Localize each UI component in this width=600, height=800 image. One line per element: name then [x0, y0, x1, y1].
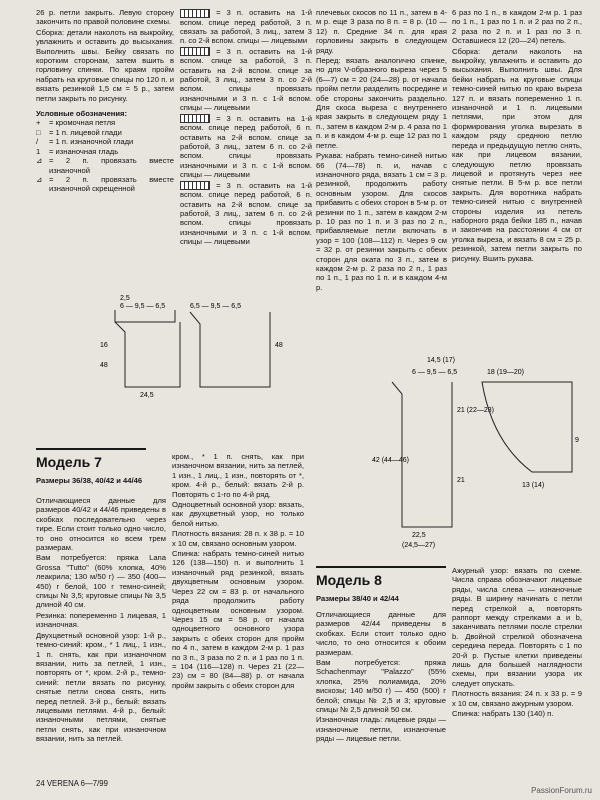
paragraph: плечевых скосов по 11 п., затем в 4-м р. еще 3 раза по 8 п. = 8 р. (10 — 12) п. Средние 34 п. для края горловины закрыть в следующем ряду. [316, 8, 447, 55]
cable-legend: = 3 п. оставить на 1-й вспом. спице перед работой, 6 п. оставить на 2-й вспом. спице за работой, 3 лиц., затем 6 п. со 2-й вспом. спицы провязать изнаночными и 3 п. с 1-й вспом. спицы — лицевыми [180, 180, 312, 247]
diagram-label: 22,5 [412, 532, 426, 539]
legend-symbol: ⊿ [36, 156, 43, 166]
paragraph: Ажурный узор: вязать по схеме. Числа справа обозначают лицевые ряды, числа слева — изнаночные ряды. В ширину начинать с петли перед стрелкой a, повторять раппорт между стрелками a и b, заканчивать петлями после стрелки b. Двойной стрелкой обозначена середина переда. Повторять с 1 по 20-й р. Пустые клетки приведены лишь для большей наглядности схемы, при вязании узора их следует опускать. [452, 566, 582, 688]
paragraph: Резинка: попеременно 1 лицевая, 1 изнаночная. [36, 610, 166, 630]
cable-symbol-icon [180, 9, 210, 18]
legend-symbol: ⊿ [36, 174, 43, 184]
paragraph: Вам потребуется: пряжа Lana Grossa "Tutto" (60% хлопка, 40% лeaкрила; 130 м/50 г) — 350 (400—450) г белой, 100 г темно-синей; спицы № 3,5; круговые спицы № 3,5 длиной 40 см. [36, 553, 166, 610]
pattern-diagram-2 [372, 352, 592, 552]
legend-item [36, 156, 174, 175]
diagram-label: 21 [457, 477, 465, 484]
legend-text: = 2 п. провязать вместе изнаночной скрещенной [49, 174, 174, 194]
heading-rule [36, 448, 146, 450]
cable-symbol-icon [180, 181, 210, 190]
legend-text: = кромочная петля [49, 118, 116, 128]
diagram-label: 21 (22—23) [457, 407, 494, 414]
legend-symbol: + [36, 118, 41, 128]
paragraph: Рукава: набрать темно-синей нитью 66 (74—78) п. и, начав с изнаночного ряда, вязать 1 см = 3 р. резинкой, продолжить работу основным узором. Для скосов прибавить с обеих сторон в 5-м р. от резинки по 1 п., затем в каждом 2-м р. 10 раз по 1 п. и 3 раз по 2 п., прибавляемые петли включать в узор = 100 (108—112) п. Через 9 см = 32 р. от резинки закрыть с обеих сторон для оката по 3 п., затем в каждом 2-м р. 2 раза по 2 п., 1 раз по 1 п., 1 раз по 1 п. и в каждом 4-м р. [316, 151, 447, 292]
diagram-label: 6 — 9,5 — 6,5 [412, 369, 458, 376]
legend-item [36, 128, 174, 137]
paragraph: Спинка: набрать темно-синей нитью 126 (138—150) п. и выполнить 1 изнаночный ряд резинкой, вязать двухцветным основным узором. Через 22 см = 83 р. от начального ряда продолжить работу одноцветным основным узором. Через 15 см = 58 р. от начала одноцветного основного узора закрыть с обеих сторон для пройм по 4 п., затем в каждом 2-м р. 1 раз по 3 п., 3 раза по 2 п. и 1 раз по 1 п. = 104 (116—128) п. Через 21 (22—23) см = 80 (84—88) р. от начала пройм закрыть с обеих сторон для [172, 549, 304, 690]
paragraph: Вам потребуется: пряжа Schachenmayr "Palazzo" (55% хлопка, 25% полиамида, 20% вискозы; 140 м/50 г) — 450 (500) г белой; спицы № 2,5 и 3; круговые спицы № 2,5 длиной 50 см. [316, 658, 446, 715]
paragraph: Одноцветный основной узор: вязать, как двухцветный узор, но только белой нитью. [172, 500, 304, 528]
model-7-title: Модель 7 [36, 454, 102, 470]
cable-symbol-icon [180, 47, 210, 56]
paragraph: Двухцветный основной узор: 1-й р., темно-синий: кром., * 1 лиц., 1 изн., 1 п. снять, как при изнаночном вязании, нить за петлей, 1 изн., повторять от *, кром. 2-й р., темно-синий: петли вязать по рисунку, снятые петли снова снять, нить перед петлей. 3-й р., белый: вязать лицевыми петлями. 4-й р., белый: изнаночными петлями, снятые петли снять, как при изнаночном вязании, нить за петлей. [36, 630, 166, 744]
legend-item [36, 175, 174, 194]
paragraph: Сборка: детали наколоть на выкройку, увлажнить и оставить до высыхания. Выполнить швы. Бейку связать по коротким сторонам, затем вшить в горловину спинки. По краям пройм набрать на круговые спицы по 120 п. и вязать резинкой 1,5 см = 5 р., затем петли закрыть по рисунку. [36, 27, 174, 103]
diagram-label: 13 (14) [522, 482, 545, 489]
legend-symbol: 1 [36, 146, 41, 156]
diagram-label: (24,5—27) [402, 542, 436, 549]
diagram-label: 16 [100, 342, 108, 349]
paragraph: Изнаночная гладь: лицевые ряды — изнаночные петли, изнаночные ряды — лицевые петли. [316, 715, 446, 744]
model-8-title: Модель 8 [316, 572, 382, 588]
diagram-label: 6 — 9,5 — 6,5 [120, 303, 166, 310]
legend-text: = 1 п. изнаночной глади [49, 137, 134, 147]
column-3-top [316, 8, 447, 293]
diagram-label: 24,5 [140, 392, 154, 399]
column-1-top [36, 8, 174, 194]
model-7-sizes: Размеры 36/38, 40/42 и 44/46 [36, 476, 143, 485]
legend-text: = 2 п. провязать вместе изнаночной [49, 156, 174, 175]
legend-item [36, 137, 174, 146]
paragraph: Отличающиеся данные для размеров 40/42 и 44/46 приведены в скобках последовательно через тире. Если стоит только одно число, то оно относится ко всем трем размерам. [36, 496, 166, 553]
legend-list [36, 118, 174, 193]
diagram-label: 2,5 [120, 295, 130, 302]
paragraph: 26 р. петли закрыть. Левую сторону закончить по правой половине схемы. [36, 8, 174, 27]
pattern-diagram-1 [80, 292, 290, 399]
paragraph: Спинка: набрать 130 (140) п. [452, 709, 554, 719]
paragraph: Сборка: детали наколоть на выкройку, увлажнить и оставить до высыхания. Выполнить швы. Для бейки набрать на круговые спицы темно-синей нитью по краю выреза 127 п. и вязать попеременно 1 п. изнаночной и 1 п. лицевыми петлями, при этом для формирования уголка вырезать в каждом ряду среднюю петлю переда и предыдущую петлю снять, как при лицевом вязании, следующую петлю провязать лицевой и протянуть через нее снятые петли. В 5-м р. все петли закрыть. Для воротника набрать темно-синей нитью с внутренней стороны изделия из петель наборного ряда бейки 185 п., начав и закончив на расстоянии 4 см от уголка выреза, и вязать 8 см = 25 р. резинкой, затем петли закрыть по рисунку. Вшить рукава. [452, 46, 582, 263]
model-8-col1 [316, 610, 446, 745]
cable-symbol-icon [180, 114, 210, 123]
watermark: PassionForum.ru [531, 786, 592, 795]
diagram-label: 18 (19—20) [487, 369, 524, 376]
paragraph: Перед: вязать аналогично спинке, но для V-образного выреза через 5 (6—7) см = 20 (24—28) р. от начала пройм петли разделить посредине и обе стороны закончить раздельно. Для скоса выреза с внутреннего края закрыть в следующем ряду 1 п., затем в каждом 2-м р. 4 раза по 1 п. и в каждом 4-м р. еще 12 раз по 1 петле. [316, 56, 447, 150]
diagram-label: 42 (44—46) [372, 457, 409, 464]
paragraph: Плотность вязания: 24 п. x 33 р. = 9 x 10 см, связано ажурным узором. [452, 689, 582, 708]
diagram-label: 14,5 (17) [427, 357, 456, 364]
cable-legend: = 3 п. оставить на 1-й вспом. спице перед работой, 6 п. оставить на 2-й вспом. спице за работой, 3 лиц., затем 6 п. со 2-й вспом. спицы провязать изнаночными и 3 п. с 1-й вспом. спицы — лицевыми [180, 113, 312, 180]
diagram-label: 48 [275, 342, 283, 349]
column-2-top [180, 8, 312, 248]
diagram-label: 9 [575, 437, 579, 444]
legend-item [36, 147, 174, 156]
legend-title: Условные обозначения: [36, 109, 128, 119]
diagram-label: 6,5 — 9,5 — 6,5 [190, 303, 241, 310]
model-7-col2 [172, 452, 304, 691]
heading-rule [316, 566, 446, 568]
cable-legend: = 3 п. оставить на 1-й вспом. спице за работой, 3 п. оставить на 2-й вспом. спице за работой, 3 лиц., затем 3 п. со 2-й вспом. спицы провязать изнаночными и 3 п. с 1-й вспом. спицы — лицевыми [180, 46, 312, 113]
model-8-col2 [452, 566, 582, 720]
model-7-col1 [36, 496, 166, 745]
model-8-sizes: Размеры 38/40 и 42/44 [316, 594, 399, 603]
legend-text: = 1 п. лицевой глади [49, 127, 122, 137]
legend-symbol: □ [36, 127, 41, 137]
paragraph: 6 раз по 1 п., в каждом 2-м р. 1 раз по 1 п., 1 раз по 1 п. и 2 раз по 2 п., 2 раза по 2 п. и 1 раз по 3 п. Оставшиеся 12 (20—24) петель. [452, 8, 582, 46]
cable-legend: = 3 п. оставить на 1-й вспом. спице перед работой, 3 п. связать за работой, 3 лиц., затем 3 п. со 2-й вспом. спицы — лицевыми [180, 8, 312, 46]
column-4-top [452, 8, 582, 264]
legend-item [36, 118, 174, 127]
legend-text: = изнаночная гладь [49, 146, 119, 156]
page-footer: 24 VERENA 6—7/99 [36, 779, 108, 788]
paragraph: Плотность вязания: 28 п. x 38 р. = 10 x 10 см, связано основным узором. [172, 529, 304, 548]
diagram-label: 48 [100, 362, 108, 369]
paragraph: Отличающиеся данные для размеров 42/44 приведены в скобках. Если стоит только одно число, то оно относится к обоим размерам. [316, 610, 446, 657]
paragraph: кром., * 1 п. снять, как при изнаночном вязании, нить за петлей, 1 изн., 1 лиц., 1 изн., повторять от *, кром. 4-й р., белый: вязать 2-й р. Повторять с 1-го по 4-й ряд. [172, 452, 304, 499]
legend-symbol: / [36, 137, 39, 147]
